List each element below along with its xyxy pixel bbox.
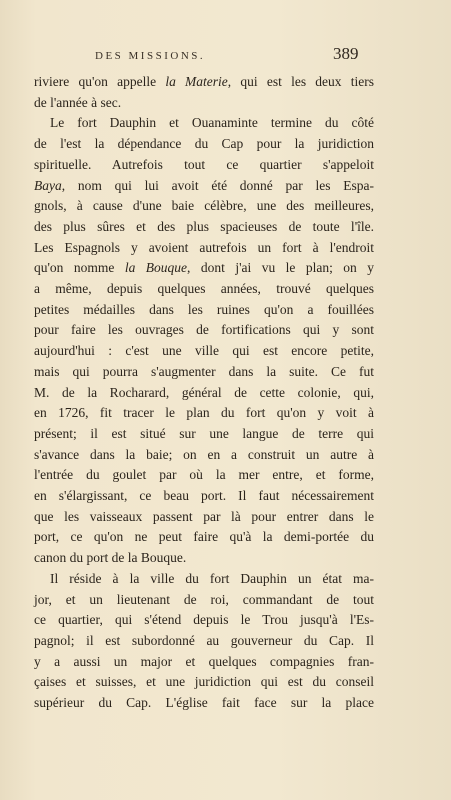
text-span: Les Espagnols y avoient autrefois un fort à l'endroit <box>34 239 374 255</box>
running-head: DES MISSIONS. <box>95 50 206 62</box>
text-span: , dont j'ai vu le plan; on y <box>187 260 374 276</box>
text-line <box>34 134 374 155</box>
text-line <box>34 300 374 321</box>
text-span: port, ce qu'on ne peut faire qu'à la demi-portée du <box>34 529 374 545</box>
text-span: de l'est la dépendance du Cap pour la juridiction <box>34 136 374 152</box>
text-line <box>34 693 374 714</box>
text-line <box>34 631 374 652</box>
text-line <box>34 610 374 631</box>
text-span: que les vaisseaux passent par là pour entrer dans le <box>34 508 374 524</box>
text-line <box>34 527 374 548</box>
text-line <box>34 424 374 445</box>
text-span: M. de la Rocharard, général de cette colonie, qui, <box>34 384 374 400</box>
text-line <box>34 445 374 466</box>
text-span: de l'année à sec. <box>34 94 122 110</box>
text-line <box>34 672 374 693</box>
text-span: en s'élargissant, ce beau port. Il faut nécessairement <box>34 488 374 504</box>
text-line <box>34 590 374 611</box>
text-span: pagnol; il est subordonné au gouverneur du Cap. Il <box>34 632 374 648</box>
italic-text: la Bouque <box>124 260 188 276</box>
text-line <box>34 362 374 383</box>
text-line <box>34 652 374 673</box>
text-span: l'entrée du goulet par où la mer entre, et forme, <box>34 467 374 483</box>
text-span: petites médailles dans les ruines qu'on a fouillées <box>34 301 374 317</box>
italic-text: Baya <box>34 177 62 193</box>
text-line <box>34 320 374 341</box>
text-span: aujourd'hui : c'est une ville qui est encore petite, <box>34 343 374 359</box>
text-span: canon du port de la Bouque. <box>34 550 187 566</box>
text-line <box>34 238 374 259</box>
text-line <box>34 196 374 217</box>
text-span: ce quartier, qui s'étend depuis le Trou jusqu'à l'Es- <box>34 612 374 628</box>
text-span: Le fort Dauphin et Ouanaminte termine du côté <box>50 115 374 131</box>
text-line <box>34 113 374 134</box>
text-span: çaises et suisses, et une juridiction qui est du conseil <box>34 674 374 690</box>
text-span: , nom qui lui avoit été donné par les Espa- <box>61 177 374 193</box>
text-line <box>34 72 374 93</box>
text-span: présent; il est situé sur une langue de terre qui <box>34 425 374 441</box>
text-span: riviere qu'on appelle <box>34 74 166 89</box>
text-line <box>34 403 374 424</box>
text-span: Il réside à la ville du fort Dauphin un état ma- <box>50 570 374 586</box>
body-text <box>34 72 374 714</box>
text-line <box>34 465 374 486</box>
text-span: spirituelle. Autrefois tout ce quartier s'appeloit <box>34 156 374 172</box>
text-span: en 1726, fit tracer le plan du fort qu'on y voit à <box>34 405 374 421</box>
text-line <box>34 155 374 176</box>
text-line <box>34 486 374 507</box>
text-line <box>34 93 374 114</box>
text-span: a même, depuis quelques années, trouvé quelques <box>34 281 374 297</box>
text-line <box>34 569 374 590</box>
text-span: y a aussi un major et quelques compagnies fran- <box>34 653 374 669</box>
text-span: qu'on nomme <box>34 260 125 276</box>
text-line <box>34 383 374 404</box>
text-line <box>34 217 374 238</box>
text-line <box>34 548 374 569</box>
text-span: pour faire les ouvrages de fortifications qui y sont <box>34 322 374 338</box>
text-span: s'avance dans la baie; on en a construit un autre à <box>34 446 374 462</box>
text-line <box>34 341 374 362</box>
text-span: , qui est les deux tiers <box>227 74 374 89</box>
italic-text: la Materie <box>165 74 228 89</box>
text-line <box>34 258 374 279</box>
text-span: gnols, à cause d'une baie célèbre, une des meilleures, <box>34 198 374 214</box>
text-span: supérieur du Cap. L'église fait face sur la place <box>34 695 374 711</box>
text-line <box>34 279 374 300</box>
text-line <box>34 507 374 528</box>
text-line <box>34 176 374 197</box>
page-number: 389 <box>333 44 359 63</box>
text-span: jor, et un lieutenant de roi, commandant de tout <box>34 591 374 607</box>
text-span: des plus sûres et des plus spacieuses de toute l'île. <box>34 218 374 234</box>
text-span: mais qui pourra s'augmenter dans la suite. Ce fut <box>34 363 374 379</box>
page-header <box>0 44 451 66</box>
